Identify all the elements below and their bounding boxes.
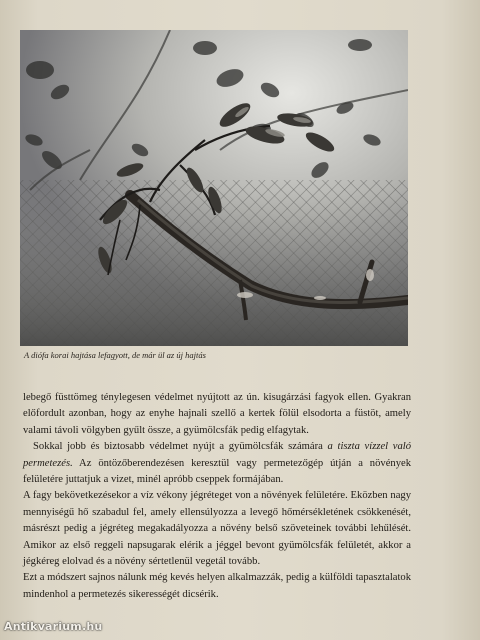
photo-caption: A diófa korai hajtása lefagyott, de már ül az új hajtás — [24, 350, 206, 360]
paragraph-3: A fagy bekövetkezésekor a víz vékony jégréteget von a növények felületére. Eközben nagy mennyiségű hő szabadul fel, amely ellensúlyozza a levegő hőmérsékletének csökkenését, másrészt pedig a jégréteg megakadályozza a növény belső szöveteinek további lehűlését. Amikor az első reggeli napsugarak elérik a jéggel bevont gyümölcsfák felületét, akkor a jégkéreg elolvad és a növény sértetlenül vegetál tovább. — [23, 490, 411, 568]
paragraph-2-text-a: Sokkal jobb és biztosabb védelmet nyújt a gyümölcsfák számára — [33, 441, 328, 453]
paragraph-1: lebegő füsttömeg ténylegesen védelmet nyújtott az ún. kisugárzási fagyok ellen. Gyakran előfordult azonban, hogy az enyhe hajnali szellő a kertek fölül elsodorta a füstöt, amely valami távoli völgyben gyűlt össze, a gyümölcsfák pedig elfagytak. — [23, 392, 411, 436]
article-body — [23, 390, 411, 603]
photo-image — [20, 30, 408, 346]
paragraph-2-text-b: Az öntözőberendezésen keresztül vagy permetezőgép útján a növények felületére juttatjuk a vizet, minél apróbb cseppek formájában. — [23, 457, 411, 486]
paragraph-2 — [23, 439, 411, 488]
paragraph-4: Ezt a módszert sajnos nálunk még kevés helyen alkalmazzák, pedig a külföldi tapasztalatok mindenhol a permetezés sikerességét dicsérik. — [23, 572, 412, 600]
paragraph-2-emphasis: a tiszta vízzel való permetezés. — [23, 441, 412, 469]
walnut-shoot-photo — [20, 30, 408, 346]
site-watermark: Antikvarium.hu — [4, 620, 103, 633]
